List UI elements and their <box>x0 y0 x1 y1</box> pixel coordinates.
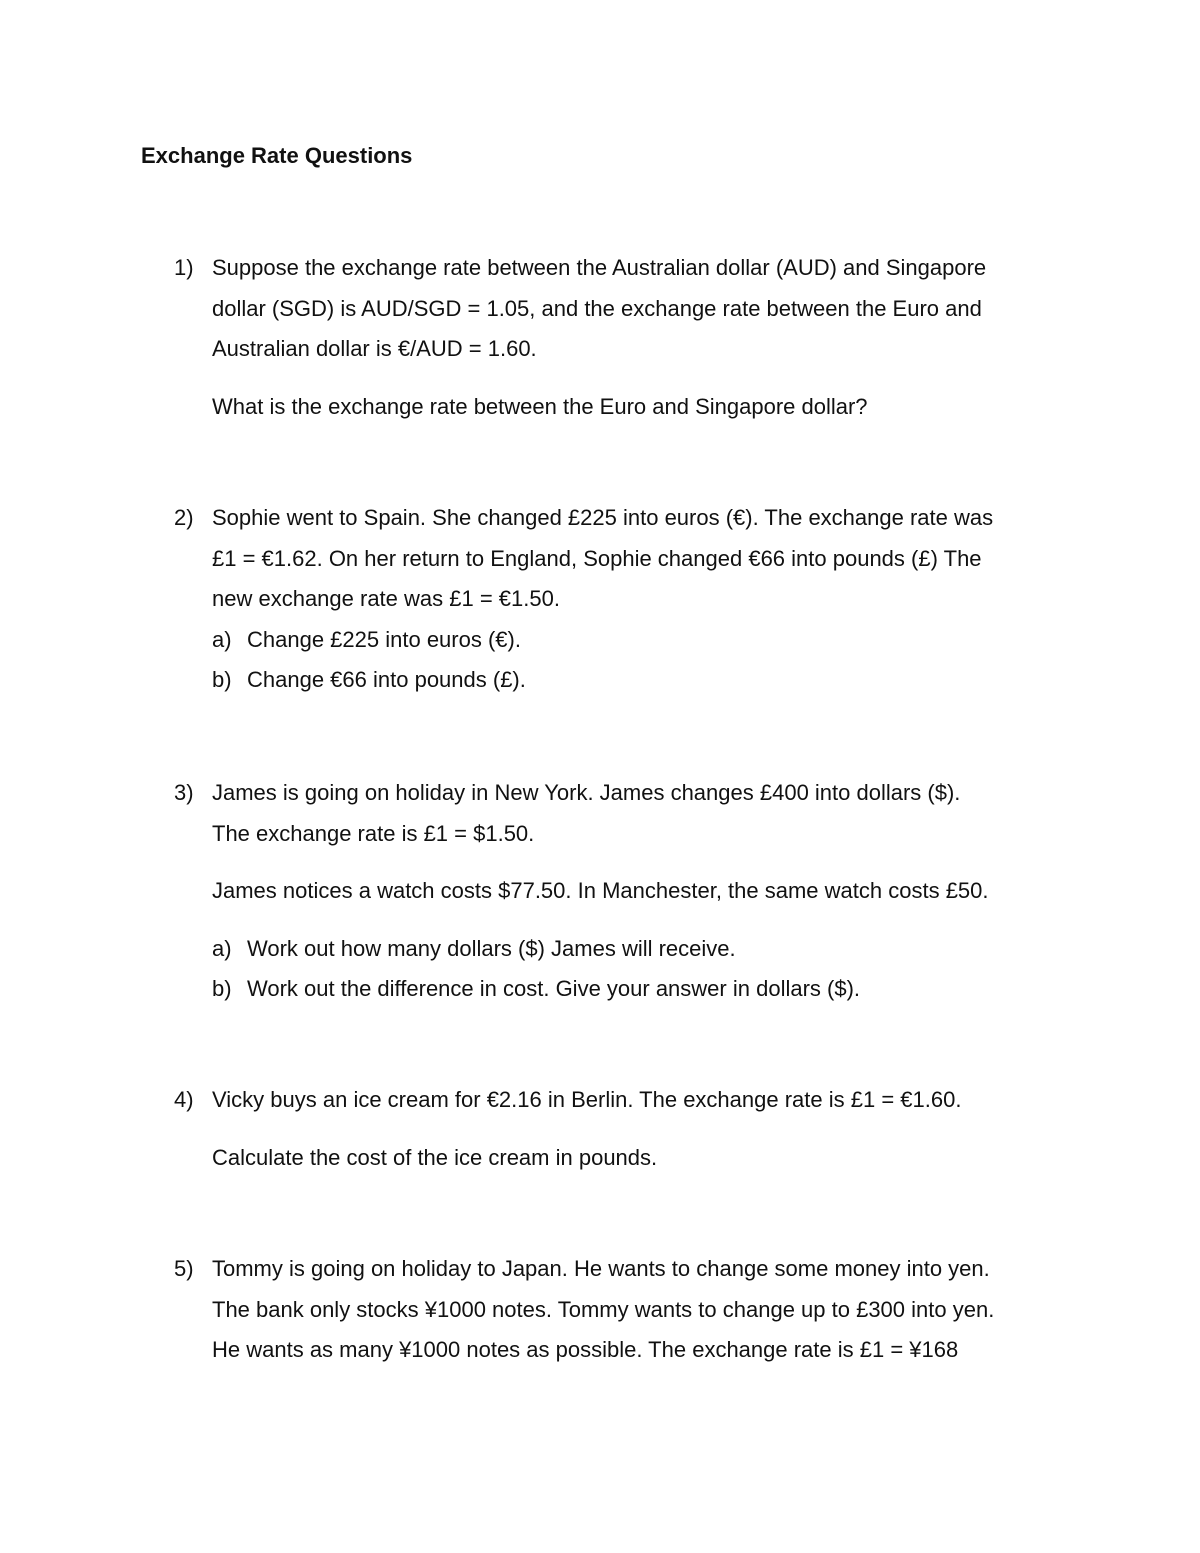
question-text-line: Suppose the exchange rate between the Australian dollar (AUD) and Singapore <box>212 255 987 280</box>
question-1 <box>174 248 1074 427</box>
question-text-line: dollar (SGD) is AUD/SGD = 1.05, and the exchange rate between the Euro and <box>212 295 982 321</box>
sub-question-b <box>212 969 1074 1010</box>
sub-question-letter: a) <box>212 935 232 961</box>
sub-question-letter: a) <box>212 626 232 652</box>
sub-question-text: Change £225 into euros (€). <box>247 626 521 652</box>
question-number: 3) <box>174 780 194 805</box>
question-number: 5) <box>174 1256 194 1281</box>
sub-question-a <box>212 929 1074 970</box>
question-prompt: Calculate the cost of the ice cream in pounds. <box>212 1144 658 1170</box>
page-title: Exchange Rate Questions <box>141 143 413 168</box>
question-text-line: He wants as many ¥1000 notes as possible. The exchange rate is £1 = ¥168 <box>212 1337 959 1362</box>
question-4 <box>174 1080 1074 1178</box>
sub-question-text: Work out how many dollars ($) James will receive. <box>247 935 736 961</box>
question-text-line: £1 = €1.62. On her return to England, Sophie changed €66 into pounds (£) The <box>212 545 982 571</box>
question-text-line: Australian dollar is €/AUD = 1.60. <box>212 336 537 361</box>
sub-question-text: Change €66 into pounds (£). <box>247 667 526 692</box>
question-text-line: Sophie went to Spain. She changed £225 into euros (€). The exchange rate was <box>212 505 994 530</box>
question-note: James notices a watch costs $77.50. In Manchester, the same watch costs £50. <box>212 878 989 903</box>
question-number: 2) <box>174 505 194 530</box>
question-number: 4) <box>174 1087 194 1112</box>
sub-question-letter: b) <box>212 667 232 692</box>
sub-question-letter: b) <box>212 976 232 1001</box>
question-text-line: Tommy is going on holiday to Japan. He wants to change some money into yen. <box>212 1256 990 1281</box>
sub-question-b <box>212 660 1074 701</box>
question-text-line: new exchange rate was £1 = €1.50. <box>212 586 560 611</box>
question-text-line: The exchange rate is £1 = $1.50. <box>212 820 535 846</box>
sub-question-a <box>212 620 1074 661</box>
question-text-line: James is going on holiday in New York. James changes £400 into dollars ($). <box>212 780 961 805</box>
question-text-line: Vicky buys an ice cream for €2.16 in Berlin. The exchange rate is £1 = €1.60. <box>212 1087 962 1112</box>
question-text-line: The bank only stocks ¥1000 notes. Tommy wants to change up to £300 into yen. <box>212 1296 995 1322</box>
question-3 <box>174 773 1074 1010</box>
question-2 <box>174 498 1074 701</box>
question-prompt: What is the exchange rate between the Euro and Singapore dollar? <box>212 393 868 419</box>
sub-question-text: Work out the difference in cost. Give your answer in dollars ($). <box>247 976 861 1001</box>
question-5 <box>174 1249 1074 1371</box>
question-number: 1) <box>174 255 194 280</box>
